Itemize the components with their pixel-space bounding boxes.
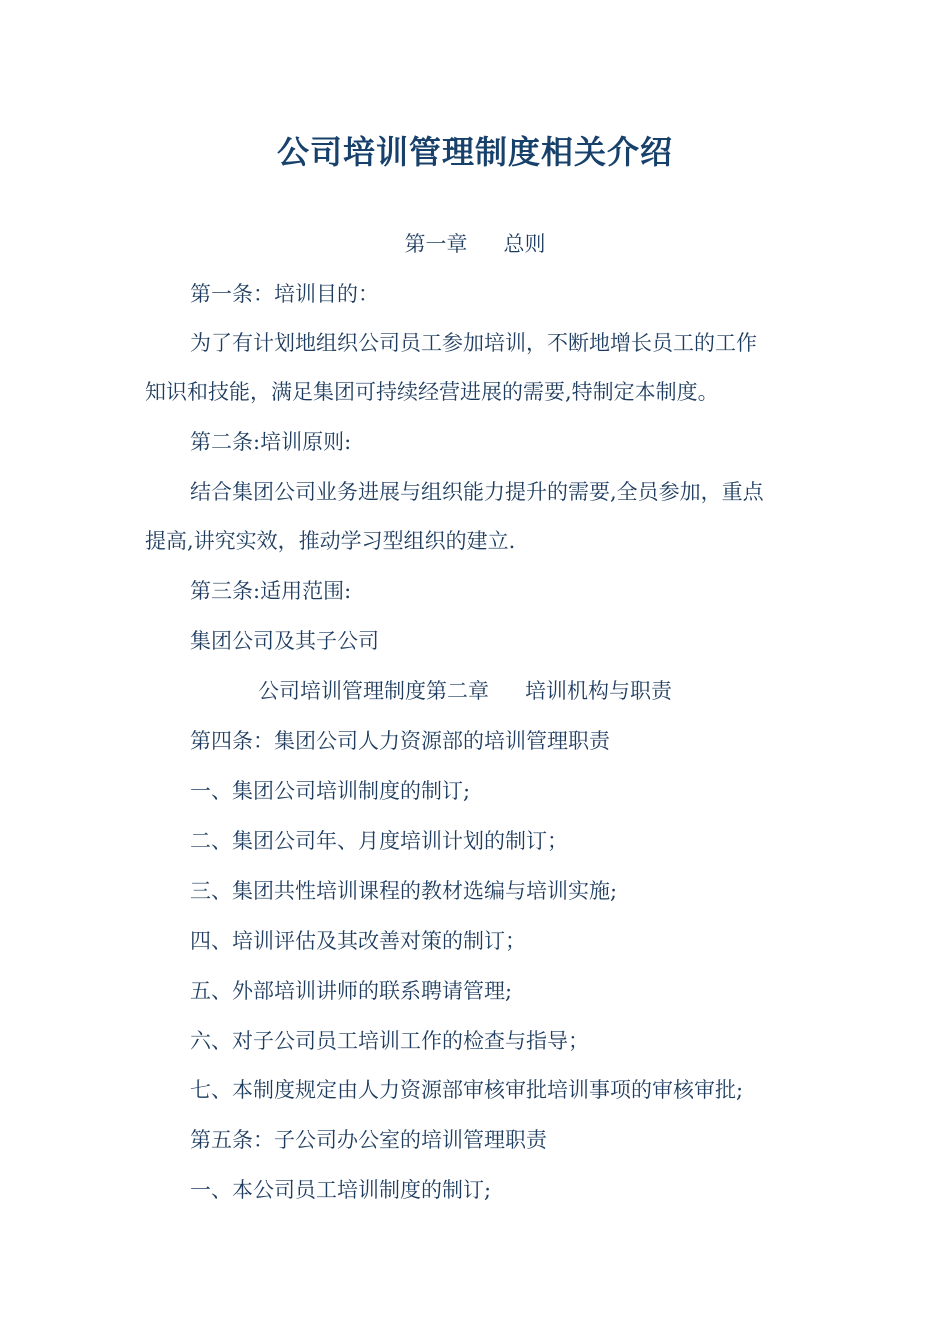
list-item: 六、对子公司员工培训工作的检查与指导； bbox=[190, 1029, 589, 1053]
article-1-heading: 第一条：培训目的： bbox=[190, 282, 379, 306]
article-3-body: 集团公司及其子公司 bbox=[190, 629, 379, 653]
chapter-1-heading bbox=[0, 229, 950, 259]
article-4-heading: 第四条：集团公司人力资源部的培训管理职责 bbox=[190, 729, 610, 753]
list-item: 一、集团公司培训制度的制订; bbox=[190, 779, 471, 803]
chapter-2-label: 公司培训管理制度第二章 bbox=[258, 679, 489, 703]
article-2-body-line-2: 提高,讲究实效，推动学习型组织的建立. bbox=[145, 529, 516, 553]
list-item: 四、培训评估及其改善对策的制订； bbox=[190, 929, 526, 953]
article-2-body-line-1: 结合集团公司业务进展与组织能力提升的需要,全员参加，重点 bbox=[190, 480, 764, 504]
chapter-1-name: 总则 bbox=[503, 232, 546, 256]
chapter-2-name: 培训机构与职责 bbox=[525, 679, 672, 703]
list-item: 三、集团共性培训课程的教材选编与培训实施; bbox=[190, 879, 618, 903]
chapter-1-label: 第一章 bbox=[404, 232, 468, 256]
article-2-heading: 第二条:培训原则: bbox=[190, 430, 352, 454]
article-5-heading: 第五条：子公司办公室的培训管理职责 bbox=[190, 1128, 547, 1152]
article-1-body-line-1: 为了有计划地组织公司员工参加培训，不断地增长员工的工作 bbox=[190, 331, 757, 355]
list-item: 二、集团公司年、月度培训计划的制订； bbox=[190, 829, 568, 853]
document-title: 公司培训管理制度相关介绍 bbox=[276, 133, 673, 171]
list-item: 五、外部培训讲师的联系聘请管理; bbox=[190, 979, 513, 1003]
chapter-2-heading bbox=[258, 676, 672, 706]
article-3-heading: 第三条:适用范围: bbox=[190, 579, 352, 603]
article-1-body-line-2: 知识和技能，满足集团可持续经营进展的需要,特制定本制度。 bbox=[145, 380, 719, 404]
list-item: 一、本公司员工培训制度的制订; bbox=[190, 1178, 492, 1202]
list-item: 七、本制度规定由人力资源部审核审批培训事项的审核审批; bbox=[190, 1078, 744, 1102]
